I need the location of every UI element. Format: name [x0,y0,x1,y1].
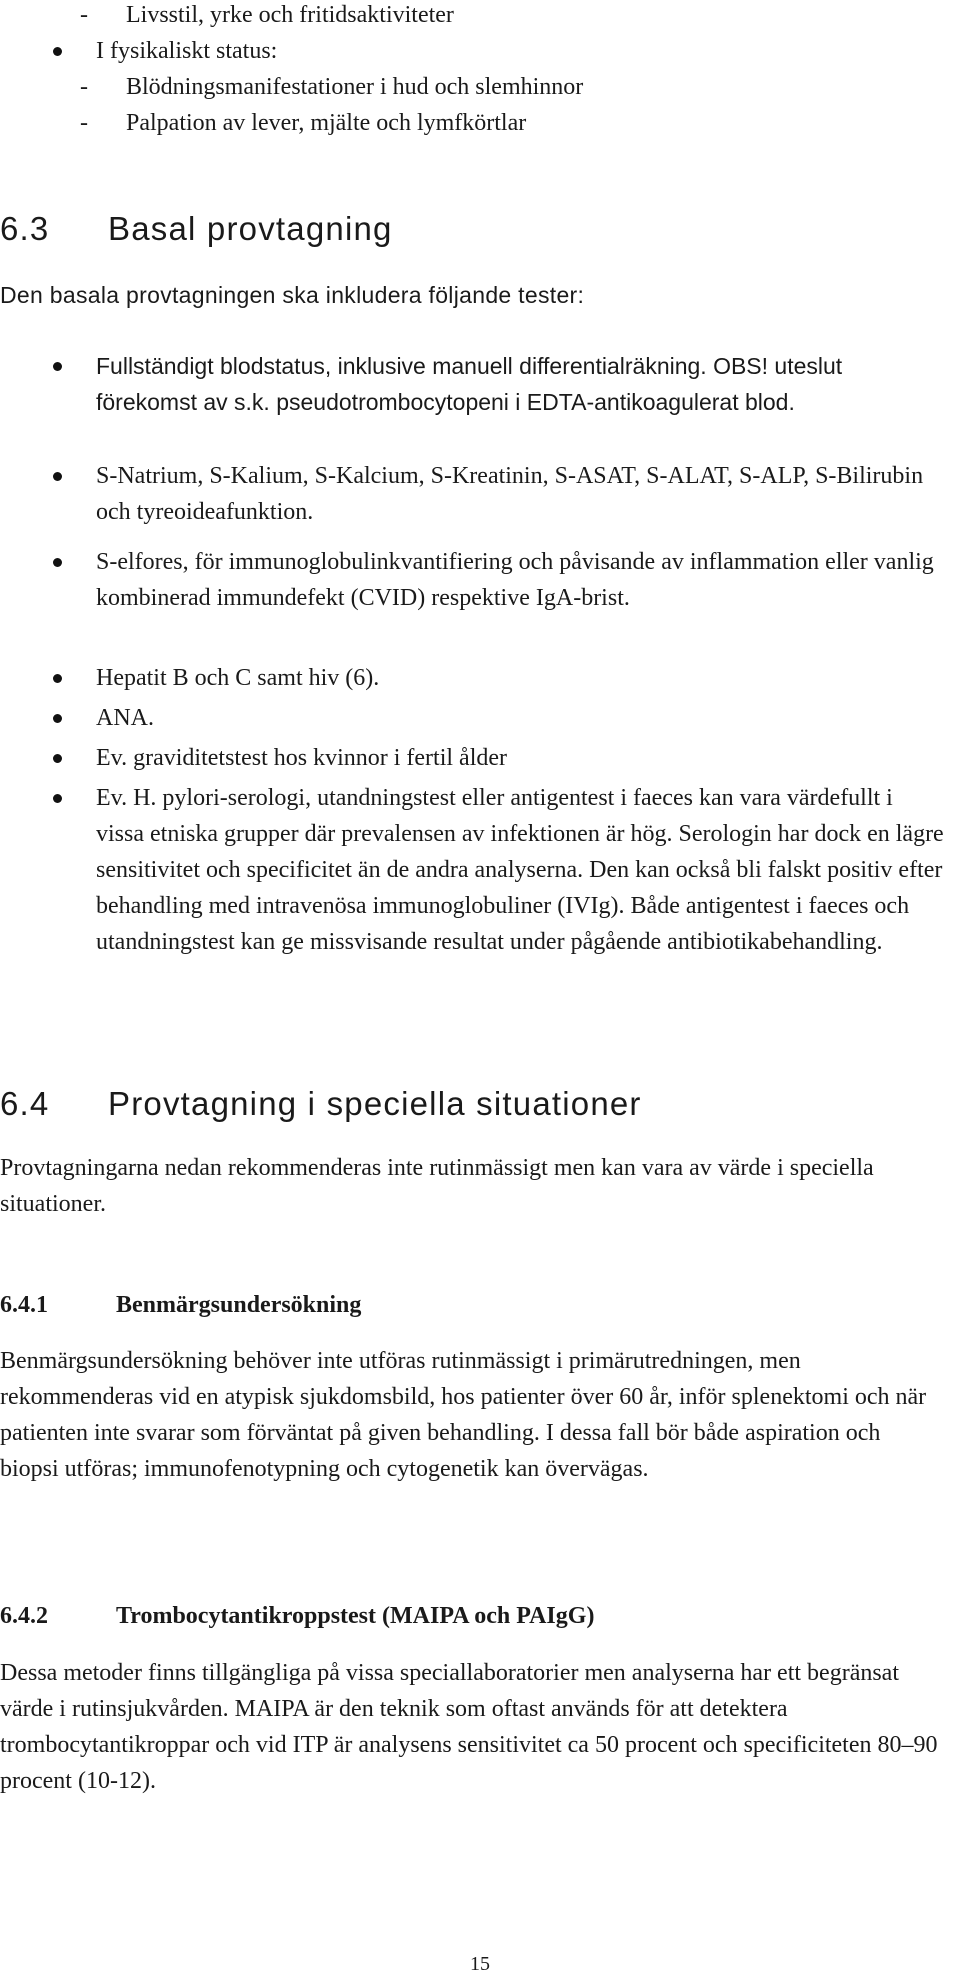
bullet-icon [53,362,62,371]
bullet-icon [53,674,62,683]
subsection-heading [0,1603,594,1630]
subsection-title: Trombocytantikroppstest (MAIPA och PAIgG) [116,1603,595,1629]
list-item [96,36,946,66]
bullet-icon [53,47,62,56]
list-item [96,780,946,960]
list-item-text: Fullständigt blodstatus, inklusive manuell differentialräkning. OBS! uteslut förekomst av s.k. pseudotrombocytopeni i EDTA-antikoagulerat blod. [96,353,843,415]
paragraph: Benmärgsundersökning behöver inte utföras rutinmässigt i primärutredningen, men rekommenderas vid en atypisk sjukdomsbild, hos patienter över 60 år, inför splenektomi och när patienten inte svarar som förväntat på given behandling. I dessa fall bör både aspiration och biopsi utföras; immunofenotypning och cytogenetik kan övervägas. [0,1348,927,1482]
section-title: Basal provtagning [108,210,393,247]
bullet-icon [53,754,62,763]
list-item [80,72,583,102]
section-intro: Den basala provtagningen ska inkludera följande tester: [0,282,585,308]
section-heading [0,1085,642,1123]
section-title: Provtagning i speciella situationer [108,1085,642,1122]
list-item-text: Palpation av lever, mjälte och lymfkörtlar [126,110,527,136]
list-item-text: Ev. graviditetstest hos kvinnor i fertil ålder [96,745,508,771]
paragraph: Dessa metoder finns tillgängliga på vissa speciallaboratorier men analyserna har ett begränsat värde i rutinsjukvården. MAIPA är den teknik som oftast används för att detektera trombocytantikroppar och vid ITP är analysens sensitivitet ca 50 procent och specificiteten 80–90 procent (10-12). [0,1660,938,1794]
list-item-text: Ev. H. pylori-serologi, utandningstest eller antigentest i faeces kan vara värdefullt i vissa etniska grupper där prevalensen av infektionen är hög. Serologin har dock en lägre sensitivitet och specificitet än de andra analyserna. Den kan också bli falskt positiv efter behandling med intravenösa immunoglobuliner (IVIg). Både antigentest i faeces och utandningstest kan ge missvisande resultat under pågående antibiotikabehandling. [96,785,944,955]
list-item-text: Hepatit B och C samt hiv (6). [96,665,380,691]
dash-marker: - [80,74,88,100]
section-intro: Provtagningarna nedan rekommenderas inte rutinmässigt men kan vara av värde i speciella situationer. [0,1155,874,1217]
list-item-text: Livsstil, yrke och fritidsaktiviteter [126,2,454,28]
section-number: 6.3 [0,210,50,247]
list-item [96,348,946,420]
dash-marker: - [80,2,88,28]
list-item [96,700,946,736]
list-item-text: ANA. [96,705,154,731]
subsection-number: 6.4.1 [0,1292,48,1318]
list-item-text: S-elfores, för immunoglobulinkvantifiering och påvisande av inflammation eller vanlig kombinerad immundefekt (CVID) respektive IgA-brist. [96,549,934,611]
list-item [96,458,946,530]
list-item-text: Blödningsmanifestationer i hud och slemhinnor [126,74,584,100]
list-item-text: I fysikaliskt status: [96,38,278,64]
list-item-text: S-Natrium, S-Kalium, S-Kalcium, S-Kreatinin, S-ASAT, S-ALAT, S-ALP, S-Bilirubin och tyreoideafunktion. [96,463,924,525]
bullet-icon [53,558,62,567]
bullet-icon [53,794,62,803]
bullet-icon [53,714,62,723]
list-item [96,740,946,776]
page-number: 15 [470,1953,490,1975]
subsection-number: 6.4.2 [0,1603,48,1629]
section-number: 6.4 [0,1085,50,1122]
bullet-icon [53,472,62,481]
dash-marker: - [80,110,88,136]
list-item [96,544,946,616]
subsection-heading [0,1292,361,1319]
list-item [80,108,526,138]
subsection-title: Benmärgsundersökning [116,1292,362,1318]
list-item [96,660,946,696]
section-heading [0,210,393,248]
list-item [80,0,454,30]
